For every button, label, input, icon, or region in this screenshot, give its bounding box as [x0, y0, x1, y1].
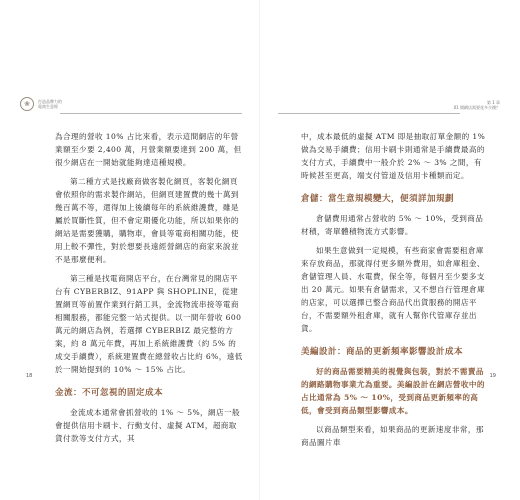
right-header: [454, 100, 500, 110]
right-header-rule: [278, 113, 460, 114]
book-logo-icon: ❀: [20, 97, 34, 111]
right-header-chapter: 第 1 章: [486, 100, 500, 105]
left-paragraph-4: 金流成本通常會抓營收的 1% ～ 5%，網店一般會提供信用卡刷卡、行動支付、虛擬 ATM，超商取貨付款等支付方式，其: [55, 408, 241, 443]
right-paragraph-4: 以商品類型來看，如果商品的更新速度非常，那商品圖片車: [301, 425, 484, 447]
right-paragraph-1: 中，成本最低的虛擬 ATM 即是抽取訂單金額的 1% 做為交易手續費；信用卡刷卡則通常是手續費最高的支付方式，手續費中一般介於 2% ～ 3% 之間，有時候甚至更高，端支付管道及信用卡種類而定。: [301, 132, 486, 180]
left-text-column: [55, 130, 243, 445]
left-header-rule: [60, 113, 242, 114]
right-text-column: [301, 130, 489, 449]
right-paragraph-2: 倉儲費用通常占營收的 5% ～ 10%，受到商品材積，寄單體積物流方式影響。: [301, 214, 484, 236]
right-page: [260, 0, 520, 500]
right-section-title-1: 倉儲：當生意規模變大，便須詳加規劃: [301, 194, 455, 204]
left-paragraph-1: 為合理的營收 10% 占比來看，表示這間網店的年營業額至少要 2,400 萬，月營業額要達到 200 萬，但很少網店在一開始就能夠達這種規模。: [55, 132, 242, 167]
left-header-line1: 打造品牌力的: [38, 99, 62, 104]
right-page-number: 19: [489, 373, 496, 379]
left-header: [20, 97, 62, 111]
left-section-title: 金流：不可忽視的固定成本: [55, 388, 164, 398]
left-paragraph-2: 第二種方式是找廠商做客製化網頁，客製化網頁會依照你的需求製作網站，但網頁建置費的幾十萬到幾百萬不等，還得加上後續每年的系統維護費，雖是屬於買斷性質，但不會定期優化功能，所以如果你的網站是需要獲購，購物車，會員等電商相關功能，使用上較不彈性，對於想要長遠經營網店的商家來說並不是那麼便利。: [55, 177, 239, 264]
left-page-number: 18: [26, 373, 33, 379]
right-emphasis-paragraph: 好的商品需要精美的視覺與包裝，對於不需賣品的網路購物事業尤為重要。美編設計在網店營收中的占比通常為 5% ～ 10%，受到商品更新頻率的高低，會受到商品類型影響成本。: [301, 367, 485, 415]
left-paragraph-3: 第三種是找電商開店平台，在台灣常見的開店平台有 CYBERBIZ、91APP 與 SHOPLINE，從建置網頁等前置作業到行銷工具，金流物流串接等電商相關服務，都能完整一站式提供。以一間年營收 600 萬元的網店為例，若選擇 CYBERBIZ 最完整的方案，約 8 萬元年費，再加上系統維護費（約 5% 的成交手續費），系統建置費在總營收占比約 6%，遠低於一開始提到的 10% ～ 15% 占比。: [55, 274, 243, 374]
right-section-title-2: 美編設計：商品的更新頻率影響設計成本: [301, 347, 464, 357]
right-paragraph-3: 如果生意做到一定規模，有些商家會需要租倉庫來存放商品，那就得付更多額外費用，如倉庫租金、倉儲管理人員、水電費，保全等，每個月至少要多支出 20 萬元。如果有倉儲需求，又不想自行管理倉庫的店家，可以選擇已整合商品代出貨服務的開店平台，不需要額外租倉庫，就有人幫你代管庫存並出貨。: [301, 246, 485, 333]
left-header-text: [38, 99, 62, 109]
right-header-section: 01 開網店需要花多少錢？: [453, 105, 500, 110]
left-header-line2: 電商生意經: [38, 104, 58, 109]
